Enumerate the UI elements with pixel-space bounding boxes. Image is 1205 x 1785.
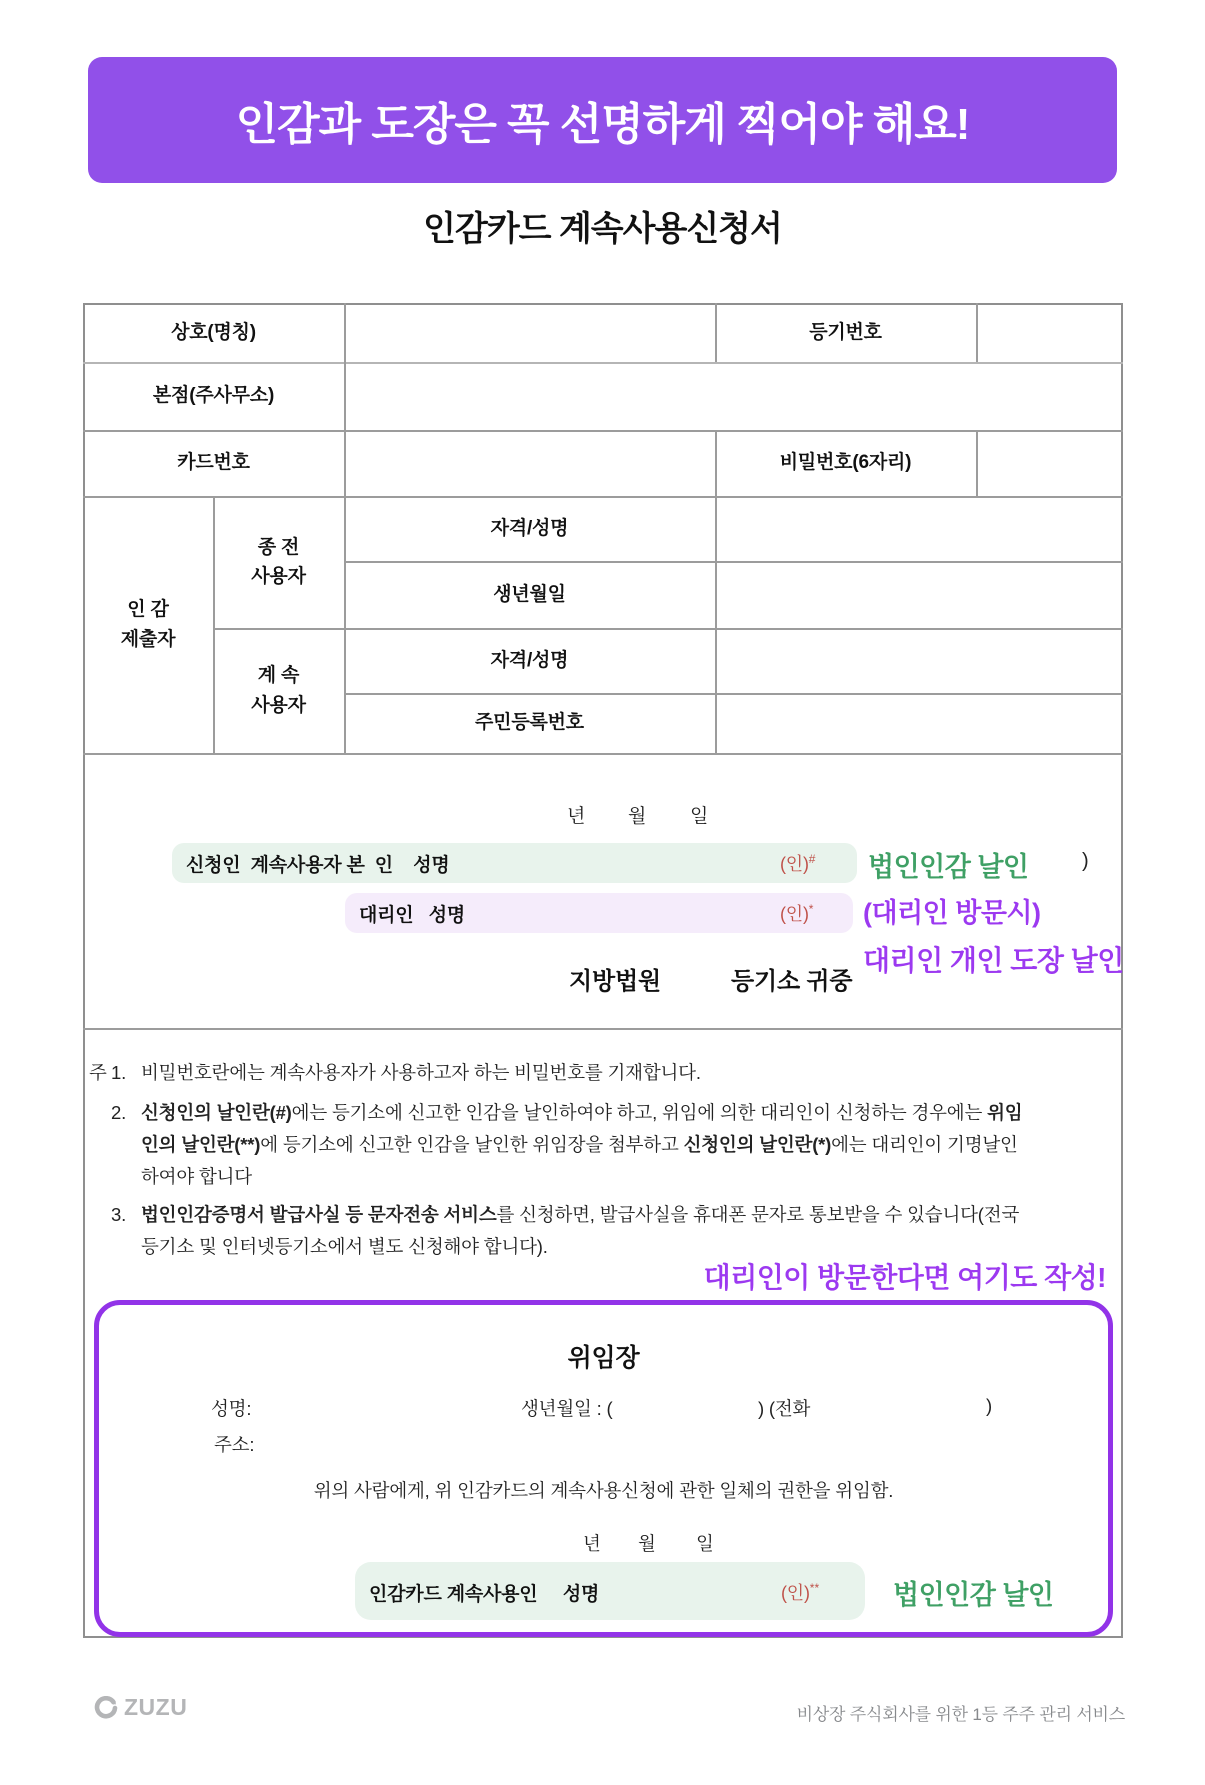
poa-date-day: 일 [696, 1533, 714, 1554]
date-month: 월 [628, 806, 647, 827]
annotation-closing-paren: ) [1082, 850, 1089, 872]
poa-address-label: 주소: [214, 1434, 255, 1455]
agent-seal-text: (인) [780, 904, 809, 924]
label-head-office [83, 362, 344, 430]
document-title: 인감카드 계속사용신청서 [423, 210, 782, 248]
date-year: 년 [567, 806, 586, 827]
annotation-corporate-seal: 법인인감 날인 [868, 852, 1029, 882]
agent-signature-label: 대리인 성명 [359, 904, 466, 926]
note-1-text: 비밀번호란에는 계속사용자가 사용하고자 하는 비밀번호를 기재합니다. [141, 1062, 701, 1083]
applicant-signature-label: 신청인 계속사용자 본 인 성명 [186, 854, 450, 876]
label-seal-submitter-line2: 제출자 [120, 628, 176, 650]
poa-seal-mark [781, 1579, 819, 1605]
note-3-line1: 법인인감증명서 발급사실 등 문자전송 서비스를 신청하면, 발급사실을 휴대폰 문자로 통보받을 수 있습니다(전국 [141, 1204, 1020, 1225]
note-3-number: 3. [111, 1204, 127, 1225]
applicant-seal-mark [780, 850, 815, 876]
poa-seal-sup: ** [809, 1581, 820, 1595]
banner-text: 인감과 도장은 꼭 선명하게 찍어야 해요! [235, 100, 970, 149]
label-qualification-name-former-text: 자격/성명 [490, 517, 569, 539]
annotation-poa-reminder: 대리인이 방문한다면 여기도 작성! [703, 1262, 1106, 1293]
note-3-line2: 등기소 및 인터넷등기소에서 별도 신청해야 합니다). [141, 1236, 548, 1257]
label-password [715, 430, 976, 496]
table-divider [83, 753, 1123, 755]
table-divider [976, 303, 978, 362]
agent-seal-sup: * [808, 902, 814, 916]
banner [88, 57, 1117, 183]
applicant-seal-sup: # [808, 852, 816, 866]
note-2-line3: 하여야 합니다 [141, 1166, 252, 1187]
poa-date-month: 월 [638, 1533, 656, 1554]
label-card-number-text: 카드번호 [177, 452, 250, 474]
poa-name-label: 성명: [211, 1398, 252, 1419]
poa-title: 위임장 [567, 1344, 640, 1372]
label-former-user-line2: 사용자 [251, 566, 306, 587]
poa-holder-signature-row [355, 1562, 865, 1620]
poa-holder-label: 인감카드 계속사용인 성명 [369, 1584, 600, 1605]
zuzu-logo-icon [94, 1696, 118, 1720]
label-qualification-name-continuing-text: 자격/성명 [490, 649, 569, 671]
poa-date-year: 년 [583, 1533, 601, 1554]
poa-seal-text: (인) [781, 1583, 810, 1603]
agent-signature-row [345, 893, 853, 933]
footer-tagline: 비상장 주식회사를 위한 1등 주주 관리 서비스 [796, 1705, 1125, 1724]
label-continuing-user-line2: 사용자 [251, 694, 306, 716]
applicant-signature-row [172, 843, 857, 883]
district-court-label: 지방법원 [569, 968, 661, 995]
registry-office-label: 등기소 귀중 [731, 968, 853, 995]
label-former-user [213, 496, 344, 628]
note-1-number: 1. [111, 1062, 127, 1083]
label-resident-number [344, 693, 715, 753]
note-2-line1: 신청인의 날인란(#)에는 등기소에 신고한 인감을 날인하여야 하고, 위임에 의한 대리인이 신청하는 경우에는 위임 [141, 1102, 1023, 1123]
annotation-agent-personal-stamp: 대리인 개인 도장 날인 [863, 945, 1124, 976]
power-of-attorney-box [94, 1300, 1113, 1637]
poa-phone-label: ) (전화 [758, 1398, 811, 1419]
label-card-number [83, 430, 344, 496]
label-qualification-name-continuing [344, 628, 715, 693]
poa-phone-close: ) [986, 1395, 992, 1416]
poa-body-text: 위의 사람에게, 위 인감카드의 계속사용신청에 관한 일체의 권한을 위임함. [313, 1480, 894, 1501]
label-qualification-name-former [344, 496, 715, 561]
date-day: 일 [690, 806, 709, 827]
label-seal-submitter-line1: 인 감 [127, 599, 169, 621]
label-continuing-user-line1: 계 속 [257, 665, 300, 687]
label-resident-number-text: 주민등록번호 [475, 712, 584, 734]
label-company-name [83, 303, 344, 362]
label-birth-date [344, 561, 715, 628]
label-continuing-user [213, 628, 344, 753]
section-divider [83, 1028, 1123, 1030]
label-registry-number [715, 303, 976, 362]
zuzu-logo-text: ZUZU [124, 1694, 188, 1720]
label-registry-number-text: 등기번호 [809, 321, 882, 343]
note-2-line2: 인의 날인란(**)에 등기소에 신고한 인감을 날인한 위임장을 첨부하고 신청인의 날인란(*)에는 대리인이 기명날인 [141, 1134, 1018, 1155]
note-2-number: 2. [111, 1102, 127, 1123]
label-seal-submitter [83, 496, 213, 753]
label-head-office-text: 본점(주사무소) [152, 385, 275, 407]
note-prefix: 주 [89, 1062, 107, 1083]
agent-seal-mark [780, 900, 813, 926]
poa-birth-label: 생년월일 : ( [521, 1398, 613, 1419]
label-company-name-text: 상호(명칭) [171, 321, 256, 343]
label-birth-date-text: 생년월일 [493, 583, 566, 605]
label-password-text: 비밀번호(6자리) [779, 452, 912, 474]
applicant-seal-text: (인) [780, 854, 809, 874]
zuzu-logo [94, 1694, 187, 1721]
annotation-poa-corporate-seal: 법인인감 날인 [893, 1580, 1054, 1610]
label-former-user-line1: 종 전 [257, 536, 300, 558]
table-divider [976, 430, 978, 496]
annotation-agent-visit: (대리인 방문시) [863, 898, 1041, 928]
